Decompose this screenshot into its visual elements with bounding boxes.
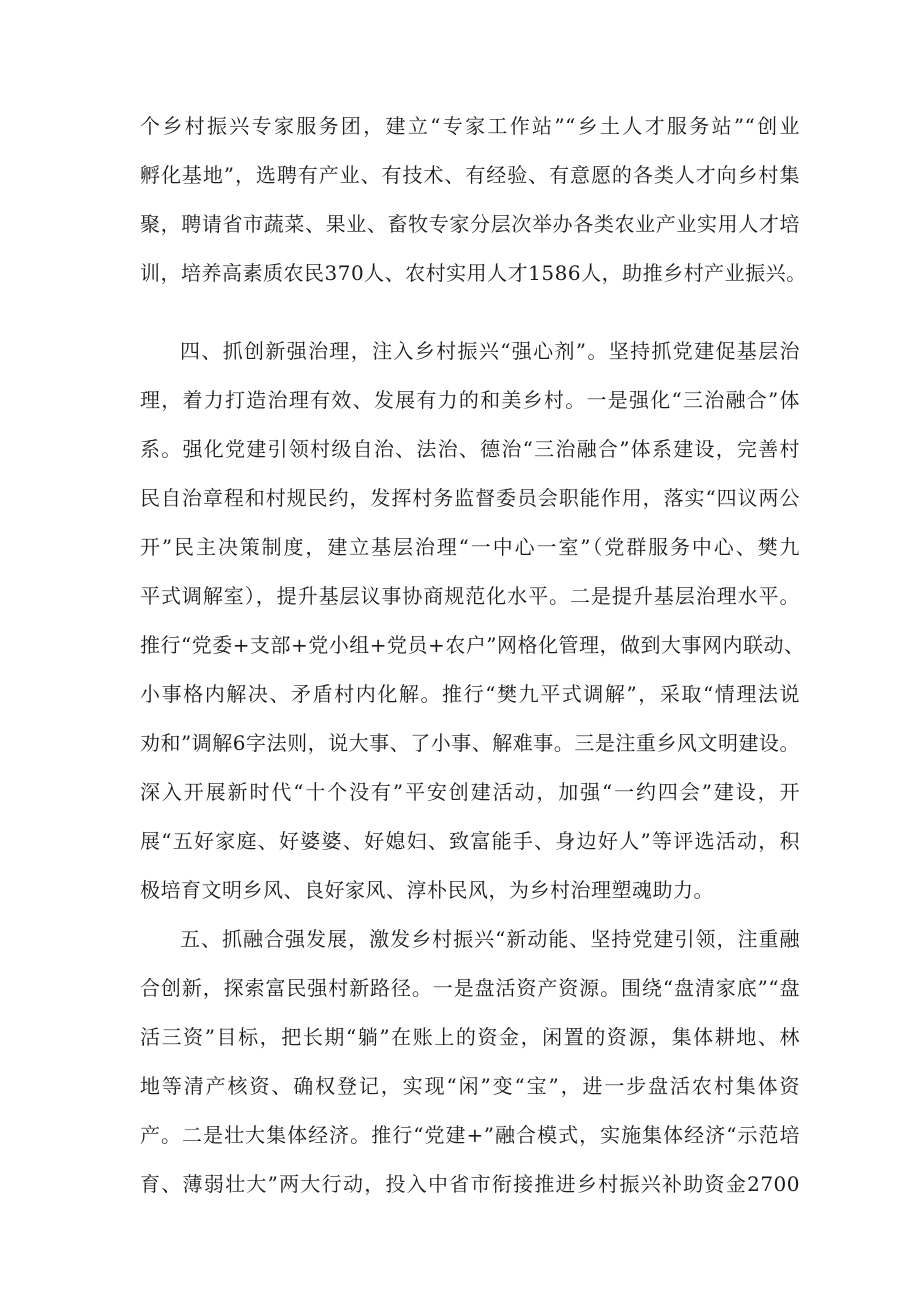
paragraph-line: 聚，聘请省市蔬菜、果业、畜牧专家分层次举办各类农业产业实用人才培 <box>140 212 800 236</box>
paragraph-line: 开”民主决策制度，建立基层治理“一中心一室”（党群服务中心、樊九 <box>140 535 800 559</box>
paragraph-line: 小事格内解决、矛盾村内化解。推行“樊九平式调解”，采取“情理法说 <box>140 682 800 706</box>
paragraph-line: 五、抓融合强发展，激发乡村振兴“新动能、坚持党建引领，注重融 <box>180 927 800 951</box>
paragraph-line: 产。二是壮大集体经济。推行“党建+”融合模式，实施集体经济“示范培 <box>140 1123 800 1147</box>
paragraph-line: 育、薄弱壮大”两大行动，投入中省市衔接推进乡村振兴补助资金2700 <box>140 1172 800 1196</box>
paragraph-line: 理，着力打造治理有效、发展有力的和美乡村。一是强化“三治融合”体 <box>140 388 800 412</box>
paragraph-line: 深入开展新时代“十个没有”平安创建活动，加强“一约四会”建设，开 <box>140 780 800 804</box>
paragraph-line: 个乡村振兴专家服务团，建立“专家工作站”“乡土人才服务站”“创业 <box>140 114 800 138</box>
paragraph-line: 推行“党委+支部+党小组+党员+农户”网格化管理，做到大事网内联动、 <box>140 633 805 657</box>
paragraph-line: 训，培养高素质农民370人、农村实用人才1586人，助推乡村产业振兴。 <box>140 261 807 285</box>
paragraph-line: 平式调解室），提升基层议事协商规范化水平。二是提升基层治理水平。 <box>140 584 800 608</box>
paragraph-line: 孵化基地”，选聘有产业、有技术、有经验、有意愿的各类人才向乡村集 <box>140 163 800 187</box>
paragraph-line: 活三资”目标，把长期“躺”在账上的资金，闲置的资源，集体耕地、林 <box>140 1025 800 1049</box>
paragraph-line: 极培育文明乡风、良好家风、淳朴民风，为乡村治理塑魂助力。 <box>140 878 714 902</box>
paragraph-line: 劝和”调解6字法则，说大事、了小事、解难事。三是注重乡风文明建设。 <box>140 731 800 755</box>
paragraph-line: 展“五好家庭、好婆婆、好媳妇、致富能手、身边好人”等评选活动，积 <box>140 829 800 853</box>
paragraph-line: 合创新，探索富民强村新路径。一是盘活资产资源。围绕“盘清家底”“盘 <box>140 976 800 1000</box>
paragraph-line: 民自治章程和村规民约，发挥村务监督委员会职能作用，落实“四议两公 <box>140 486 800 510</box>
paragraph-line: 系。强化党建引领村级自治、法治、德治“三治融合”体系建设，完善村 <box>140 437 800 461</box>
paragraph-line: 四、抓创新强治理，注入乡村振兴“强心剂”。坚持抓党建促基层治 <box>180 339 800 363</box>
paragraph-line: 地等清产核资、确权登记，实现“闲”变“宝”，进一步盘活农村集体资 <box>140 1074 800 1098</box>
